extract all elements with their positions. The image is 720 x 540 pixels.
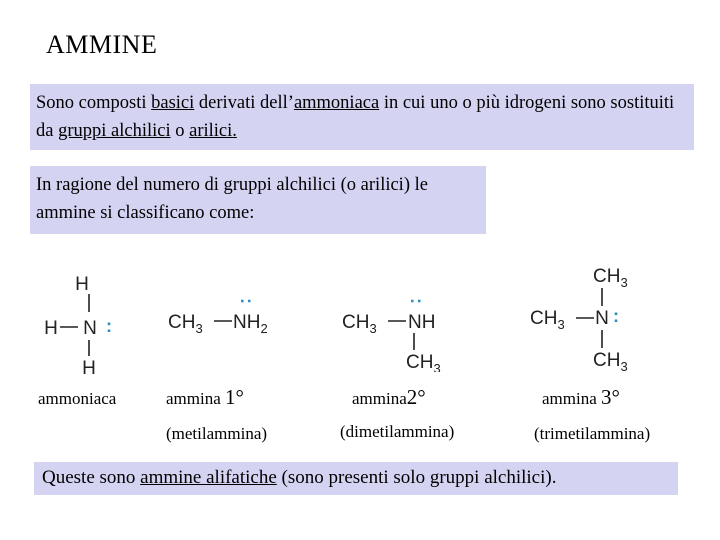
group-ch3 — [406, 352, 441, 372]
term-alkyl-groups: gruppi alchilici — [58, 121, 171, 141]
conclusion-part: (sono presenti solo gruppi alchilici). — [276, 467, 557, 488]
group-ch3 — [593, 350, 628, 374]
atom-h-bottom: H — [82, 358, 96, 376]
trimethylamine-structure — [528, 262, 648, 374]
term-ammonia: ammoniaca — [293, 93, 380, 113]
lone-pair-icon: : — [106, 316, 112, 336]
term-basic: basici — [151, 93, 195, 113]
subscript-3: 3 — [195, 321, 203, 336]
lone-pair-icon: : — [407, 298, 427, 304]
molecule-name: ammina — [352, 389, 407, 408]
lone-pair-icon: : — [613, 306, 619, 326]
ammonia-structure — [36, 268, 122, 376]
atom-n: N — [83, 318, 97, 339]
atom-h-left: H — [44, 318, 58, 339]
ch-text: CH — [406, 352, 434, 372]
group-nh2 — [233, 312, 268, 336]
subscript-3: 3 — [620, 359, 628, 374]
molecule-name: ammoniaca — [38, 389, 117, 408]
ch-text: CH — [342, 312, 370, 333]
atom-h-top: H — [75, 274, 89, 295]
conclusion-part: Queste sono — [42, 467, 141, 488]
classification-box — [30, 166, 486, 234]
label-methylamine: (metilammina) — [166, 424, 268, 443]
ch-text: CH — [168, 312, 196, 333]
nh-text: NH — [233, 312, 261, 333]
definition-part: in cui uno o più idrogeni sono sostituiti da — [36, 93, 675, 141]
subscript-3: 3 — [433, 361, 441, 372]
definition-text — [30, 84, 694, 150]
group-nh: NH — [408, 312, 436, 333]
methylamine-structure — [166, 296, 286, 338]
subscript-3: 3 — [557, 317, 565, 332]
label-dimethylamine: (dimetilammina) — [340, 422, 455, 441]
degree: 1° — [225, 385, 244, 409]
degree: 2° — [406, 385, 426, 409]
subscript-3: 3 — [369, 321, 377, 336]
label-primary-amine — [166, 385, 244, 410]
subscript-2: 2 — [260, 321, 268, 336]
page-title: AMMINE — [46, 30, 158, 59]
ch-text: CH — [593, 350, 621, 371]
label-secondary-amine — [352, 385, 426, 410]
molecule-name: ammina — [542, 389, 597, 408]
definition-part: Sono composti — [36, 93, 152, 113]
subscript-3: 3 — [620, 275, 628, 290]
ch-text: CH — [593, 266, 621, 287]
group-ch3 — [168, 312, 203, 336]
definition-part: o — [170, 121, 190, 141]
atom-n: N — [595, 308, 609, 329]
term-aryl: arilici. — [189, 121, 237, 141]
degree: 3° — [601, 385, 620, 409]
label-ammonia — [38, 389, 116, 409]
definition-box — [30, 84, 694, 150]
classification-text: In ragione del numero di gruppi alchilici (o arilici) le ammine si classificano come: — [36, 175, 428, 223]
conclusion-text — [34, 462, 678, 494]
definition-part: derivati dell’ — [194, 93, 294, 113]
group-ch3 — [593, 266, 628, 290]
molecule-name: ammina — [166, 389, 221, 408]
term-aliphatic-amines: ammine alifatiche — [140, 467, 277, 488]
ch-text: CH — [530, 308, 558, 329]
dimethylamine-structure — [338, 296, 458, 372]
label-tertiary-amine — [542, 385, 620, 410]
group-ch3 — [530, 308, 565, 332]
lone-pair-icon: : — [237, 298, 257, 304]
label-trimethylamine: (trimetilammina) — [534, 424, 651, 443]
group-ch3 — [342, 312, 377, 336]
conclusion-box — [34, 462, 678, 495]
